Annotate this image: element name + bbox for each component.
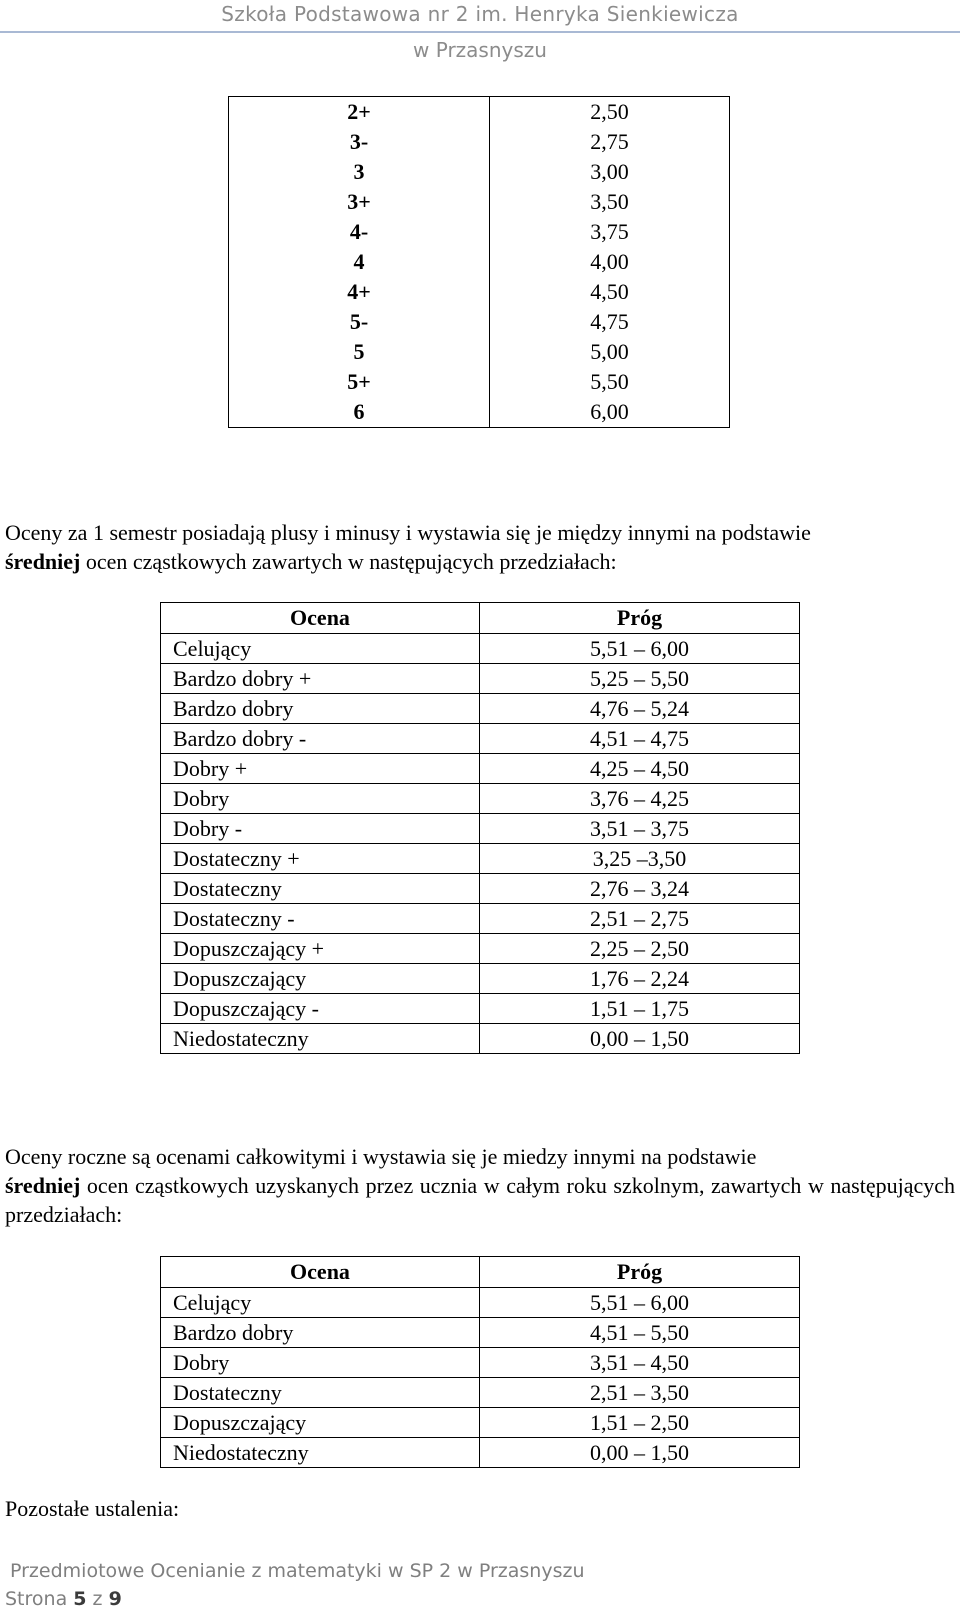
grade-cell: 2+ [229,97,490,128]
table-row [161,664,800,694]
column-header-threshold: Próg [480,603,800,634]
value-cell: 2,50 [490,97,730,128]
semester-paragraph-bold: średniej [5,549,81,574]
threshold-cell: 5,51 – 6,00 [480,1288,800,1318]
grade-name-cell: Dobry + [161,754,480,784]
semester-grades-table [160,602,800,1054]
grade-cell: 3 [229,157,490,187]
grade-name-cell: Dopuszczający - [161,994,480,1024]
page-word: Strona [5,1588,68,1610]
threshold-cell: 2,51 – 3,50 [480,1378,800,1408]
value-cell: 2,75 [490,127,730,157]
grade-name-cell: Dostateczny [161,1378,480,1408]
grade-name-cell: Dobry [161,1348,480,1378]
table-row [161,634,800,664]
value-cell: 6,00 [490,397,730,428]
table-row [161,1438,800,1468]
annual-paragraph-bold: średniej [5,1173,81,1198]
threshold-cell: 4,51 – 4,75 [480,724,800,754]
table-row [229,367,730,397]
grade-name-cell: Dostateczny [161,874,480,904]
table-row [229,187,730,217]
table-row [161,934,800,964]
grade-name-cell: Bardzo dobry [161,694,480,724]
table-row [229,307,730,337]
grade-cell: 3- [229,127,490,157]
grade-cell: 4- [229,217,490,247]
table-row [229,277,730,307]
table-row [161,1408,800,1438]
grade-name-cell: Dopuszczający + [161,934,480,964]
page-current: 5 [73,1588,87,1610]
value-cell: 4,50 [490,277,730,307]
threshold-cell: 4,76 – 5,24 [480,694,800,724]
grade-cell: 6 [229,397,490,428]
threshold-cell: 1,51 – 1,75 [480,994,800,1024]
column-header-grade: Ocena [161,603,480,634]
page-total: 9 [108,1588,122,1610]
value-cell: 3,50 [490,187,730,217]
value-cell: 3,75 [490,217,730,247]
threshold-cell: 5,25 – 5,50 [480,664,800,694]
table-row [161,1378,800,1408]
grade-name-cell: Bardzo dobry + [161,664,480,694]
page-of: z [92,1588,103,1610]
threshold-cell: 0,00 – 1,50 [480,1024,800,1054]
grade-cell: 3+ [229,187,490,217]
grade-name-cell: Dostateczny + [161,844,480,874]
page-number [5,1588,122,1610]
table-row [161,1318,800,1348]
grade-cell: 5+ [229,367,490,397]
header-school: Szkoła Podstawowa nr 2 im. Henryka Sienkiewicza [221,2,739,26]
grade-name-cell: Niedostateczny [161,1438,480,1468]
table-row [161,904,800,934]
table-row [161,724,800,754]
threshold-cell: 4,25 – 4,50 [480,754,800,784]
grade-values-table [228,96,730,428]
value-cell: 4,75 [490,307,730,337]
annual-paragraph-text-2: ocen cząstkowych uzyskanych przez ucznia w całym roku szkolnym, zawartych w następujących przedziałach: [5,1173,955,1227]
table-row [229,217,730,247]
value-cell: 4,00 [490,247,730,277]
grade-cell: 5 [229,337,490,367]
semester-paragraph-text: Oceny za 1 semestr posiadają plusy i minusy i wystawia się je między innymi na podstawie [5,520,811,545]
semester-paragraph [5,518,955,576]
annual-grades-table [160,1256,800,1468]
annual-paragraph-text: Oceny roczne są ocenami całkowitymi i wystawia się je miedzy innymi na podstawie [5,1144,757,1169]
table-header-row [161,603,800,634]
threshold-cell: 2,51 – 2,75 [480,904,800,934]
threshold-cell: 1,76 – 2,24 [480,964,800,994]
threshold-cell: 0,00 – 1,50 [480,1438,800,1468]
grade-name-cell: Dopuszczający [161,1408,480,1438]
table-row [161,1024,800,1054]
header-rule [0,31,960,33]
table-row [161,784,800,814]
grade-name-cell: Celujący [161,634,480,664]
column-header-threshold: Próg [480,1257,800,1288]
table-row [229,397,730,428]
grade-name-cell: Dobry [161,784,480,814]
grade-name-cell: Celujący [161,1288,480,1318]
footer-title: Przedmiotowe Ocenianie z matematyki w SP 2 w Przasnyszu [10,1560,585,1582]
table-row [229,247,730,277]
table-row [161,1288,800,1318]
table-row [161,994,800,1024]
table-row [229,97,730,128]
threshold-cell: 3,51 – 4,50 [480,1348,800,1378]
threshold-cell: 3,25 –3,50 [480,844,800,874]
table-row [229,337,730,367]
threshold-cell: 2,25 – 2,50 [480,934,800,964]
grade-cell: 4 [229,247,490,277]
threshold-cell: 1,51 – 2,50 [480,1408,800,1438]
annual-paragraph [5,1142,955,1229]
table-row [161,874,800,904]
other-settings-heading: Pozostałe ustalenia: [5,1496,180,1521]
table-row [161,964,800,994]
grade-name-cell: Bardzo dobry [161,1318,480,1348]
column-header-grade: Ocena [161,1257,480,1288]
grade-name-cell: Bardzo dobry - [161,724,480,754]
grade-name-cell: Dobry - [161,814,480,844]
grade-name-cell: Dopuszczający [161,964,480,994]
grade-name-cell: Dostateczny - [161,904,480,934]
threshold-cell: 4,51 – 5,50 [480,1318,800,1348]
grade-cell: 4+ [229,277,490,307]
table-row [161,814,800,844]
value-cell: 5,00 [490,337,730,367]
threshold-cell: 5,51 – 6,00 [480,634,800,664]
threshold-cell: 3,76 – 4,25 [480,784,800,814]
grade-cell: 5- [229,307,490,337]
threshold-cell: 3,51 – 3,75 [480,814,800,844]
table-row [161,1348,800,1378]
threshold-cell: 2,76 – 3,24 [480,874,800,904]
table-row [161,844,800,874]
value-cell: 5,50 [490,367,730,397]
grade-name-cell: Niedostateczny [161,1024,480,1054]
table-row [161,694,800,724]
semester-paragraph-text-2: ocen cząstkowych zawartych w następujących przedziałach: [80,549,617,574]
value-cell: 3,00 [490,157,730,187]
table-row [229,157,730,187]
table-row [161,754,800,784]
header-town: w Przasnyszu [413,38,547,62]
table-row [229,127,730,157]
table-header-row [161,1257,800,1288]
